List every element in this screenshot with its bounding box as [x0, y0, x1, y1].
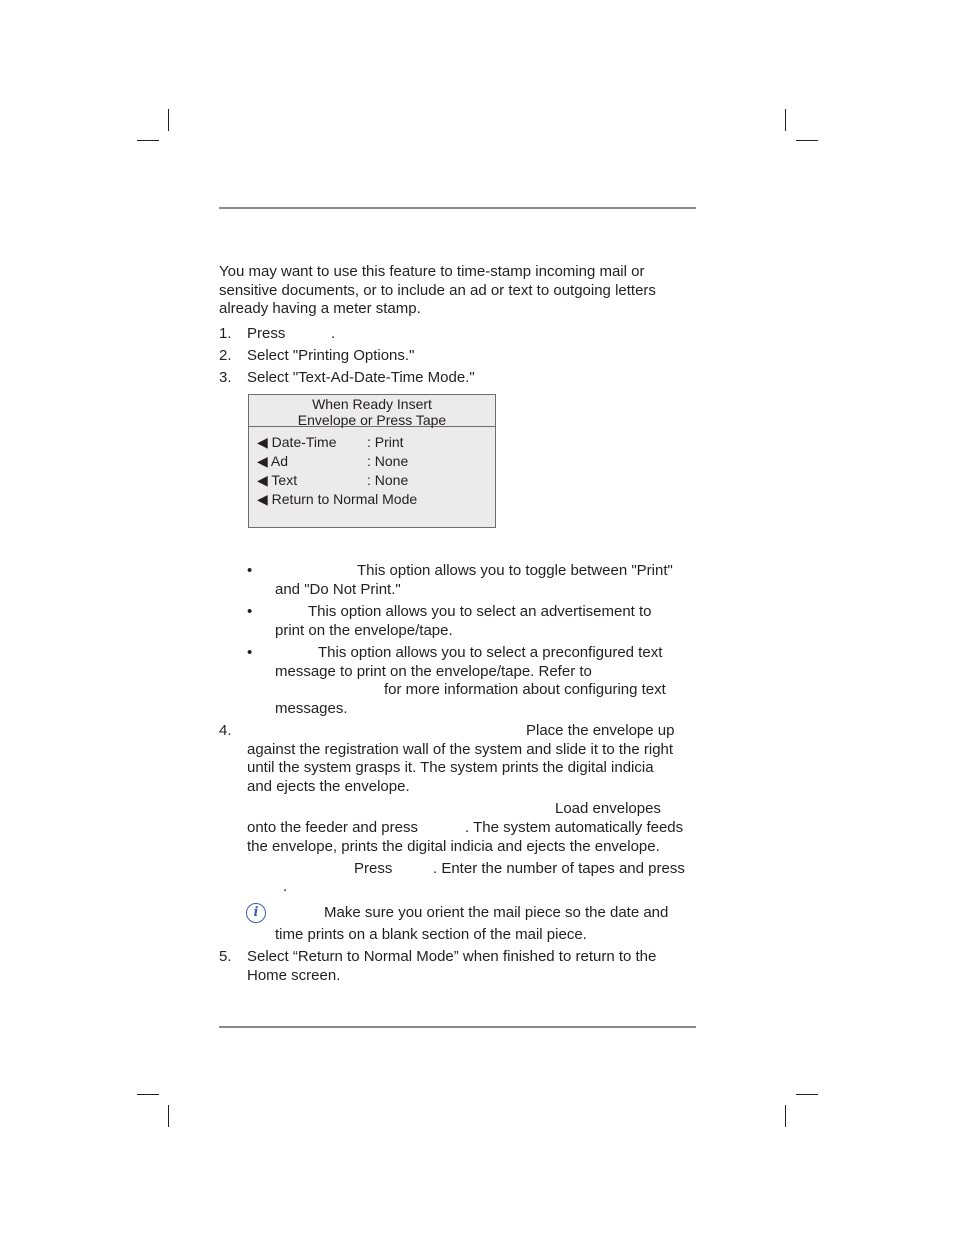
step-2-text: Select "Printing Options." [247, 347, 415, 364]
screen-option-date-time: ◀ Date-Time [257, 434, 337, 450]
crop-mark [785, 109, 786, 131]
step-4-text: Place the envelope up [526, 722, 675, 739]
crop-mark [168, 1105, 169, 1127]
step-number: 3. [219, 369, 232, 386]
screen-header-line: Envelope or Press Tape [297, 412, 447, 428]
bullet-text: messages. [275, 700, 348, 717]
step-4-text: Press [354, 860, 393, 877]
intro-line: already having a meter stamp. [219, 300, 421, 317]
bullet-text: This option allows you to select a preconfigured text [318, 644, 663, 661]
bullet-text: This option allows you to select an advertisement to [308, 603, 652, 620]
step-4-text: against the registration wall of the system and slide it to the right [247, 741, 674, 758]
step-1-end: . [331, 325, 336, 342]
step-number: 4. [219, 722, 232, 739]
note-text: time prints on a blank section of the mail piece. [275, 926, 587, 943]
bullet-text: message to print on the envelope/tape. Refer to [275, 663, 592, 680]
step-4-text: the envelope, prints the digital indicia and ejects the envelope. [247, 838, 660, 855]
bullet-text: print on the envelope/tape. [275, 622, 453, 639]
step-number: 1. [219, 325, 232, 342]
step-4-text: . The system automatically feeds [465, 819, 684, 836]
bullet-text: This option allows you to toggle between "Print" [357, 562, 673, 579]
screen-option-value: : None [367, 472, 409, 488]
step-4-text: . [283, 878, 288, 895]
screen-option-value: : None [367, 453, 409, 469]
bullet: • [247, 562, 253, 579]
step-5-text: Select “Return to Normal Mode” when finished to return to the [247, 948, 657, 965]
screen-option-return: ◀ Return to Normal Mode [257, 491, 418, 507]
bullet-text: and "Do Not Print." [275, 581, 401, 598]
crop-mark [796, 1094, 818, 1095]
step-4-text: Load envelopes [555, 800, 661, 817]
crop-mark [137, 1094, 159, 1095]
step-1-text: Press [247, 325, 286, 342]
crop-mark [785, 1105, 786, 1127]
screen-header-line: When Ready Insert [312, 396, 432, 412]
intro-line: You may want to use this feature to time-stamp incoming mail or [219, 263, 645, 280]
bullet: • [247, 603, 253, 620]
header-rule [219, 207, 696, 209]
intro-line: sensitive documents, or to include an ad or text to outgoing letters [219, 282, 656, 299]
crop-mark [796, 140, 818, 141]
note-text: Make sure you orient the mail piece so the date and [324, 904, 669, 921]
step-3-text: Select "Text-Ad-Date-Time Mode." [247, 369, 475, 386]
step-number: 5. [219, 948, 232, 965]
step-5-text: Home screen. [247, 967, 341, 984]
bullet: • [247, 644, 253, 661]
screen-option-value: : Print [367, 434, 404, 450]
screen-option-text: ◀ Text [257, 472, 298, 488]
crop-mark [168, 109, 169, 131]
display-screen [248, 394, 496, 528]
step-4-text: until the system grasps it. The system prints the digital indicia [247, 759, 654, 776]
step-4-text: onto the feeder and press [247, 819, 418, 836]
crop-mark [137, 140, 159, 141]
info-icon: i [246, 903, 266, 923]
step-4-text: and ejects the envelope. [247, 778, 410, 795]
step-number: 2. [219, 347, 232, 364]
bullet-text: for more information about configuring text [384, 681, 666, 698]
step-4-text: . Enter the number of tapes and press [433, 860, 685, 877]
screen-option-ad: ◀ Ad [257, 453, 289, 469]
screen-header [249, 395, 495, 427]
footer-rule [219, 1026, 696, 1028]
